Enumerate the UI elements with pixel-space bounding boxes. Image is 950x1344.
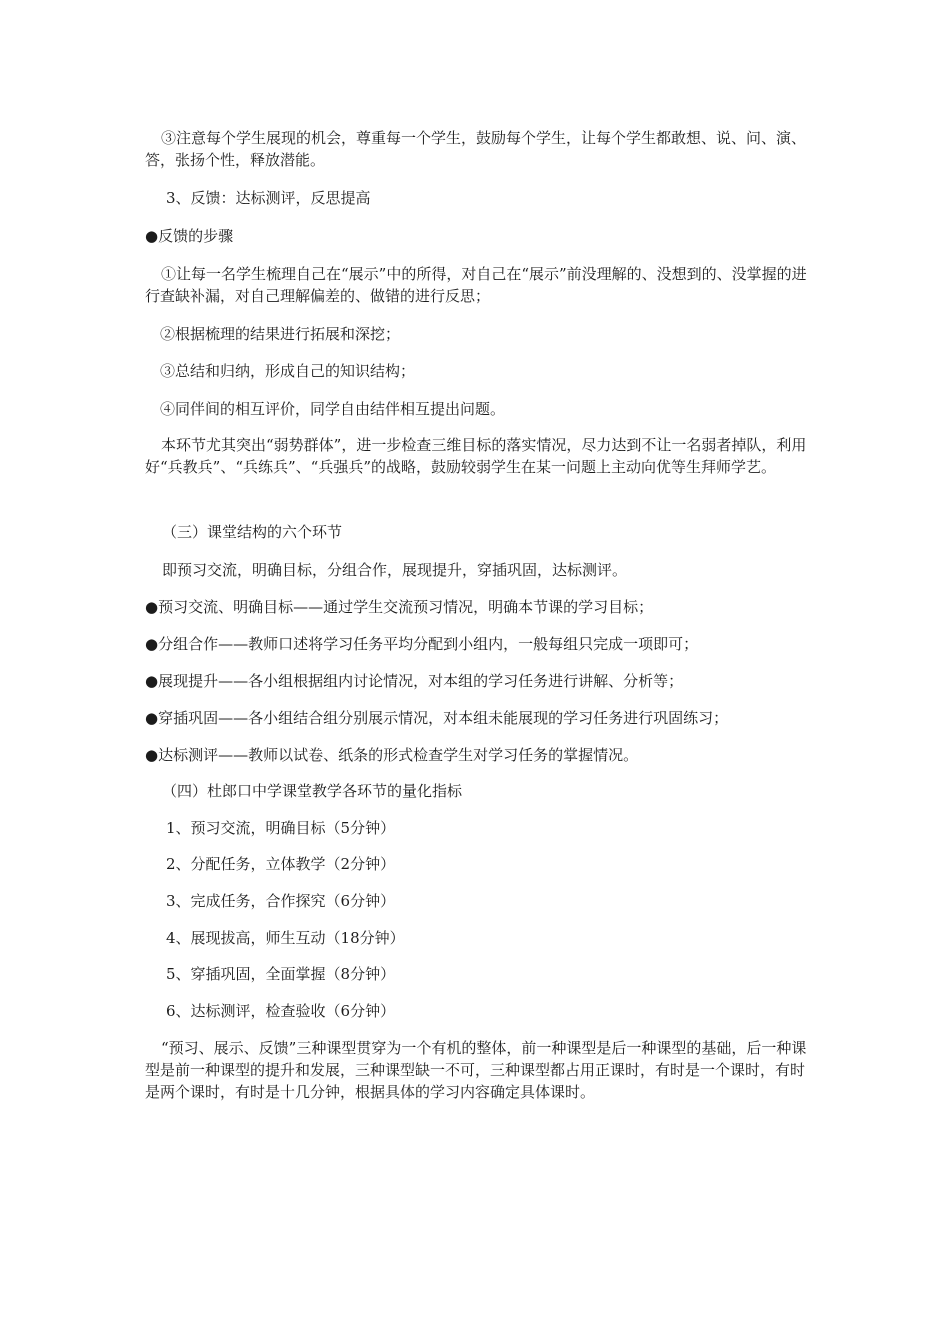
paragraph-six-links: 即预习交流，明确目标，分组合作，展现提升，穿插巩固，达标测评。 <box>162 561 628 579</box>
feedback-step-1: ①让每一名学生梳理自己在“展示”中的所得，对自己在“展示”前没理解的、没想到的、没掌握的进行查缺补漏，对自己理解偏差的、做错的进行反思； <box>145 265 807 305</box>
list-item: 1、预习交流，明确目标（5分钟） <box>166 819 396 837</box>
bullet-item: ●穿插巩固——各小组结合组分别展示情况，对本组未能展现的学习任务进行巩固练习； <box>145 709 729 727</box>
bullet-item: ●预习交流、明确目标——通过学生交流预习情况，明确本节课的学习目标； <box>145 598 654 616</box>
heading-quantified-indicators: （四）杜郎口中学课堂教学各环节的量化指标 <box>162 782 463 800</box>
paragraph-encourage-students: ③注意每个学生展现的机会，尊重每一个学生，鼓励每个学生，让每个学生都敢想、说、问、演、答，张扬个性，释放潜能。 <box>145 129 807 169</box>
bullet-item: ●分组合作——教师口述将学习任务平均分配到小组内，一般每组只完成一项即可； <box>145 635 699 653</box>
feedback-step-4: ④同伴间的相互评价，同学自由结伴相互提出问题。 <box>160 400 506 418</box>
bullet-feedback-steps: ●反馈的步骤 <box>145 227 234 245</box>
feedback-step-3: ③总结和归纳，形成自己的知识结构； <box>160 362 416 380</box>
list-item: 4、展现拔高，师生互动（18分钟） <box>166 929 405 947</box>
heading-feedback: 3、反馈：达标测评，反思提高 <box>166 189 371 207</box>
list-item: 2、分配任务，立体教学（2分钟） <box>166 855 396 873</box>
list-item: 5、穿插巩固，全面掌握（8分钟） <box>166 965 396 983</box>
heading-six-links: （三）课堂结构的六个环节 <box>162 523 343 541</box>
paragraph-course-types: “预习、展示、反馈”三种课型贯穿为一个有机的整体，前一种课型是后一种课型的基础，后一种课型是前一种课型的提升和发展，三种课型缺一不可，三种课型都占用正课时，有时是一个课时，有时是两个课时，有时是十几分钟，根据具体的学习内容确定具体课时。 <box>145 1039 807 1101</box>
bullet-item: ●展现提升——各小组根据组内讨论情况，对本组的学习任务进行讲解、分析等； <box>145 672 684 690</box>
paragraph-weak-groups: 本环节尤其突出“弱势群体”，进一步检查三维目标的落实情况，尽力达到不让一名弱者掉队，利用好“兵教兵”、“兵练兵”、“兵强兵”的战略，鼓励较弱学生在某一问题上主动向优等生拜师学艺。 <box>145 436 807 476</box>
list-item: 3、完成任务，合作探究（6分钟） <box>166 892 396 910</box>
bullet-item: ●达标测评——教师以试卷、纸条的形式检查学生对学习任务的掌握情况。 <box>145 746 639 764</box>
feedback-step-2: ②根据梳理的结果进行拓展和深挖； <box>160 325 401 343</box>
list-item: 6、达标测评，检查验收（6分钟） <box>166 1002 396 1020</box>
